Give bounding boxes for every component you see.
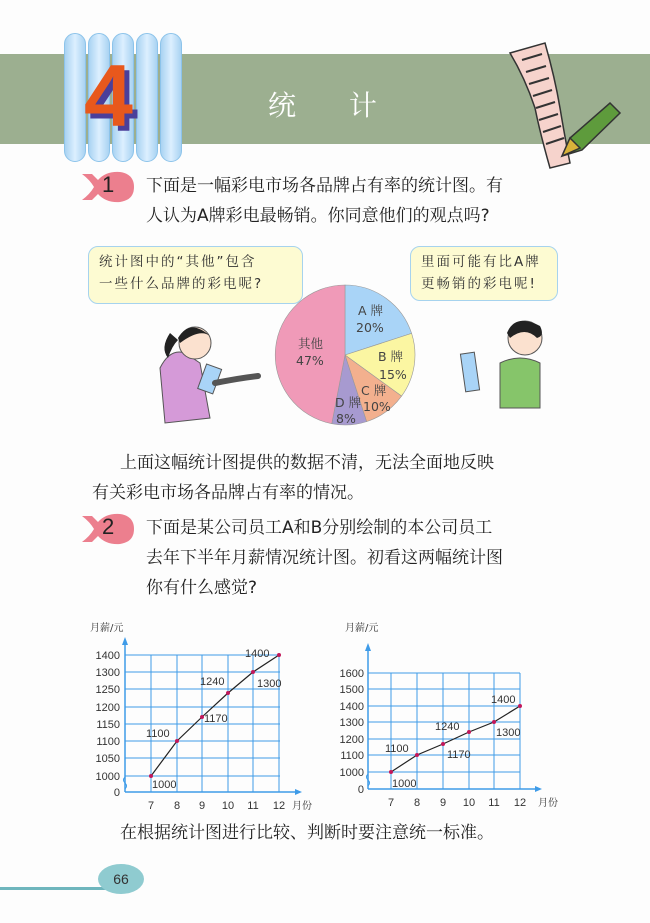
salary-line-chart-a [80,615,320,815]
speech-bubble-boy [410,246,558,301]
svg-text:1400: 1400 [245,648,270,660]
svg-text:1300: 1300 [496,727,521,739]
svg-text:C 牌: C 牌 [361,383,387,398]
bubble-line: 统计图中的“其他”包含 [99,254,257,270]
text-line: 有关彩电市场各品牌占有率的情况。 [92,483,364,503]
problem-2-conclusion: 在根据统计图进行比较、判断时要注意统一标准。 [120,823,494,843]
svg-text:1240: 1240 [200,676,225,688]
svg-text:1000: 1000 [339,767,364,779]
svg-text:12: 12 [272,800,286,812]
svg-text:1300: 1300 [339,717,364,729]
svg-text:10%: 10% [363,399,391,414]
svg-text:10: 10 [462,797,476,809]
market-share-pie-chart [268,283,423,428]
svg-text:1100: 1100 [96,736,120,748]
text-line: 去年下半年月薪情况统计图。初看这两幅统计图 [146,548,503,568]
svg-text:11: 11 [488,797,500,809]
text-line: 下面是一幅彩电市场各品牌占有率的统计图。有 [146,176,503,196]
svg-text:1400: 1400 [95,650,120,662]
bubble-line: 一些什么品牌的彩电呢? [99,276,264,292]
svg-text:47%: 47% [296,353,324,368]
svg-text:1200: 1200 [95,702,120,714]
problem-2-number: 2 [102,514,115,539]
svg-text:1500: 1500 [339,684,364,696]
bubble-line: 更畅销的彩电呢! [421,276,537,292]
svg-text:D 牌: D 牌 [335,395,362,410]
svg-text:1000: 1000 [392,778,417,790]
chapter-title: 统 计 [268,89,399,122]
problem-2-badge [80,512,134,546]
svg-text:0: 0 [113,787,120,799]
svg-text:月薪/元: 月薪/元 [90,623,124,634]
svg-text:1200: 1200 [339,734,364,746]
text-line: 下面是某公司员工A和B分别绘制的本公司员工 [146,518,493,538]
svg-text:1300: 1300 [257,678,282,690]
svg-text:1000: 1000 [152,779,177,791]
text-line: 人认为A牌彩电最畅销。你同意他们的观点吗? [146,206,490,226]
svg-text:1100: 1100 [146,728,170,740]
svg-text:1600: 1600 [339,668,364,680]
svg-text:10: 10 [221,800,235,812]
svg-text:9: 9 [439,797,447,809]
svg-text:1100: 1100 [385,743,409,755]
problem-1-conclusion [92,448,580,508]
svg-text:8: 8 [413,797,421,809]
svg-text:B 牌: B 牌 [378,349,404,364]
svg-text:月份: 月份 [292,801,312,812]
girl-illustration [140,308,270,428]
svg-text:1170: 1170 [204,713,228,725]
scroll-and-pen-icon [500,38,625,173]
problem-1-number: 1 [102,172,115,197]
chapter-number: 4 [84,46,133,145]
svg-text:月份: 月份 [538,798,558,809]
svg-text:1250: 1250 [95,684,120,696]
svg-text:9: 9 [198,800,206,812]
svg-text:1240: 1240 [435,721,460,733]
svg-text:1300: 1300 [95,667,120,679]
svg-text:月薪/元: 月薪/元 [345,623,379,634]
svg-text:0: 0 [357,784,364,796]
svg-text:其他: 其他 [298,336,324,351]
svg-text:1050: 1050 [95,753,120,765]
text-line: 你有什么感觉? [146,578,258,598]
boy-illustration [455,308,565,418]
svg-text:1100: 1100 [340,750,364,762]
problem-1-badge [80,170,134,204]
problem-1-text [146,171,503,231]
svg-text:1150: 1150 [96,719,120,731]
svg-text:12: 12 [513,797,527,809]
page-number: 66 [98,864,144,894]
svg-text:11: 11 [247,800,259,812]
svg-text:1400: 1400 [339,701,364,713]
svg-text:1170: 1170 [447,749,471,761]
svg-text:8%: 8% [336,411,356,426]
salary-line-chart-b [330,615,580,815]
svg-text:15%: 15% [379,367,407,382]
svg-text:7: 7 [147,800,155,812]
svg-text:A 牌: A 牌 [358,303,384,318]
problem-2-text [146,513,503,603]
text-line: 上面这幅统计图提供的数据不清，无法全面地反映 [120,453,494,473]
svg-text:8: 8 [173,800,181,812]
svg-text:7: 7 [387,797,395,809]
svg-text:1400: 1400 [491,694,516,706]
svg-text:1000: 1000 [95,771,120,783]
bubble-line: 里面可能有比A牌 [421,254,541,270]
svg-text:20%: 20% [356,320,384,335]
